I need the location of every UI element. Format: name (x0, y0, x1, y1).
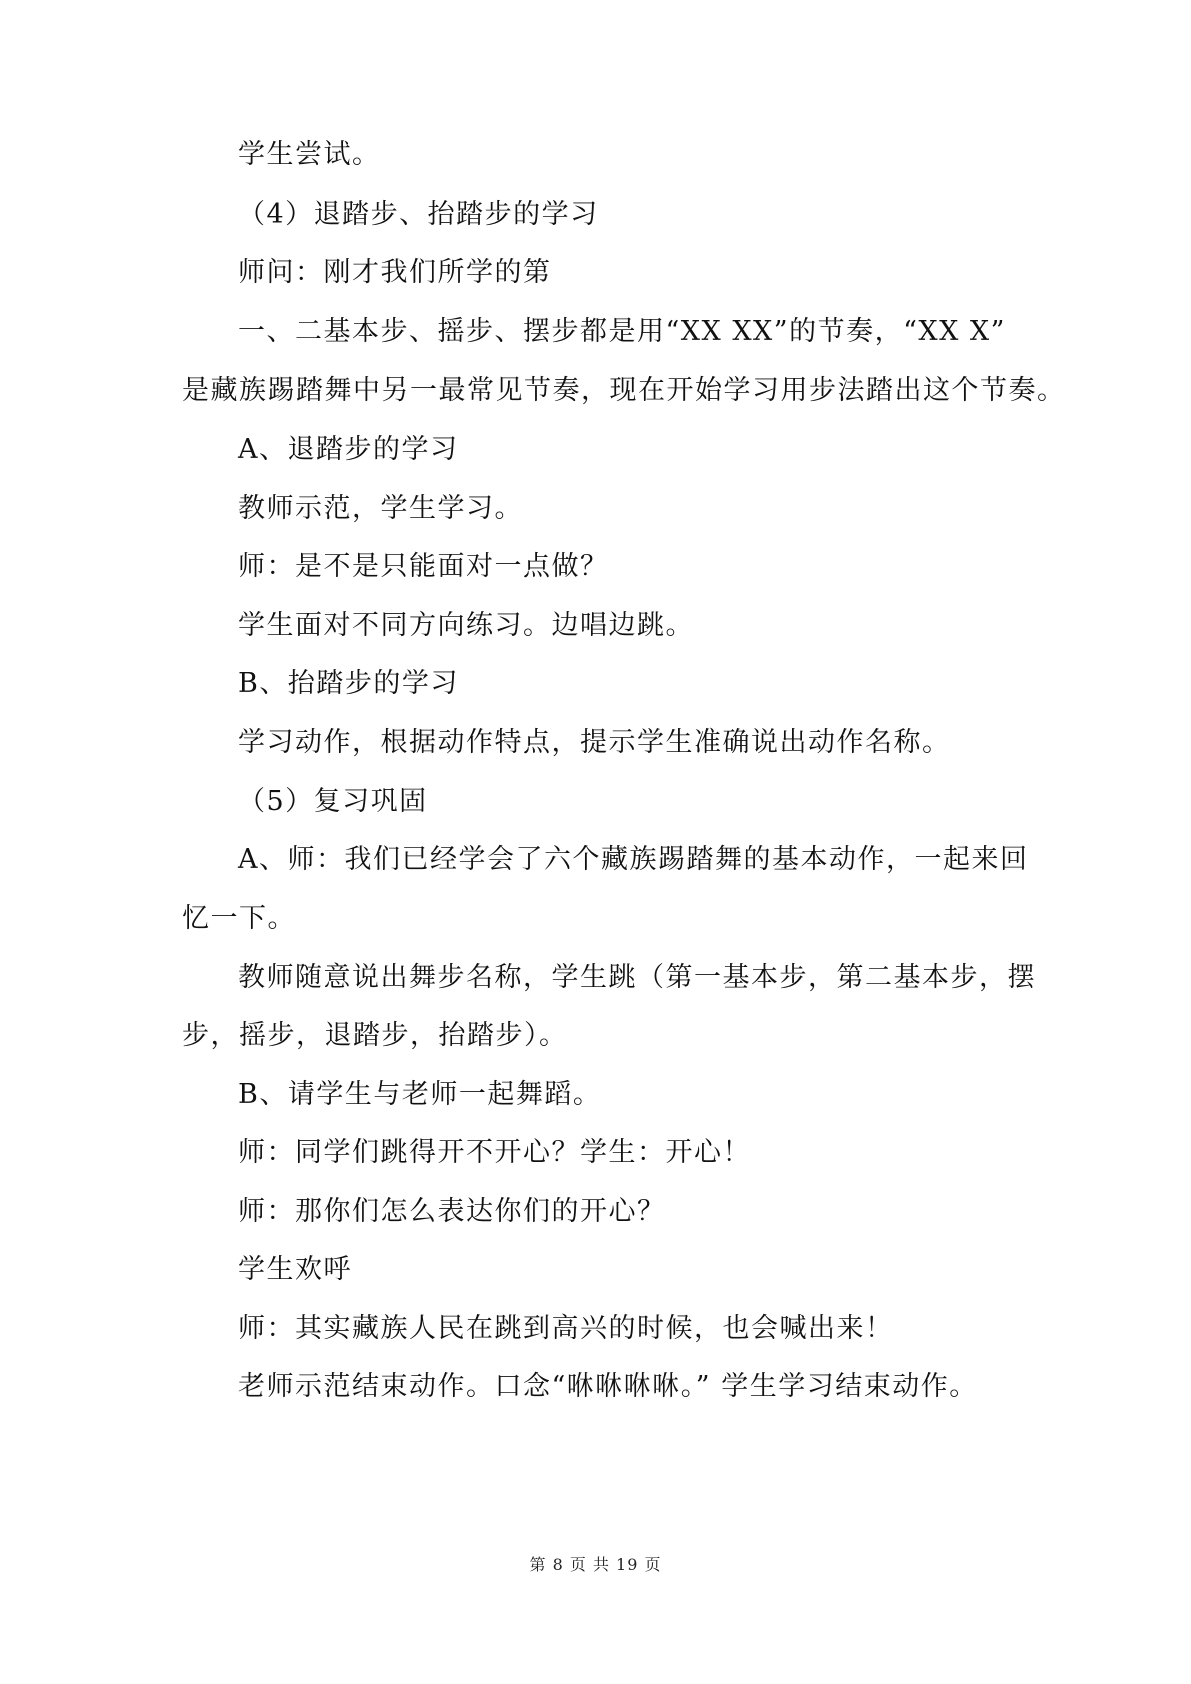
paragraph-line: 学生欢呼 (238, 1254, 352, 1285)
paragraph-line: 教师随意说出舞步名称，学生跳（第一基本步，第二基本步，摆 (238, 962, 1036, 993)
paragraph-line: 师：是不是只能面对一点做？ (238, 551, 609, 582)
paragraph-line: 学习动作，根据动作特点，提示学生准确说出动作名称。 (238, 727, 951, 758)
paragraph-line: 学生面对不同方向练习。边唱边跳。 (238, 610, 694, 641)
paragraph-line: 师：那你们怎么表达你们的开心？ (238, 1196, 666, 1227)
subsection-heading: A、退踏步的学习 (238, 434, 459, 465)
page-number-footer: 第 8 页 共 19 页 (529, 1555, 662, 1574)
paragraph-line: 忆一下。 (182, 903, 296, 934)
subsection-heading: B、抬踏步的学习 (238, 668, 459, 699)
paragraph-line: 师：同学们跳得开不开心？学生：开心！ (238, 1137, 751, 1168)
paragraph-line: 师问：刚才我们所学的第 (238, 257, 552, 288)
subsection-heading: B、请学生与老师一起舞蹈。 (238, 1079, 602, 1110)
paragraph-line: A、师：我们已经学会了六个藏族踢踏舞的基本动作，一起来回 (238, 844, 1029, 875)
section-heading: （4）退踏步、抬踏步的学习 (238, 199, 599, 230)
paragraph-line: 教师示范，学生学习。 (238, 493, 523, 524)
paragraph-line: 学生尝试。 (238, 139, 381, 170)
paragraph-line: 老师示范结束动作。口念“咻咻咻咻。” 学生学习结束动作。 (238, 1371, 978, 1402)
paragraph-line: 步，摇步，退踏步，抬踏步）。 (182, 1020, 568, 1051)
paragraph-line: 师：其实藏族人民在跳到高兴的时候，也会喊出来！ (238, 1313, 894, 1344)
paragraph-line: 一、二基本步、摇步、摆步都是用“XX XX”的节奏，“XX X” (238, 316, 1006, 347)
section-heading: （5）复习巩固 (238, 786, 428, 817)
paragraph-line: 是藏族踢踏舞中另一最常见节奏，现在开始学习用步法踏出这个节奏。 (182, 375, 1066, 406)
